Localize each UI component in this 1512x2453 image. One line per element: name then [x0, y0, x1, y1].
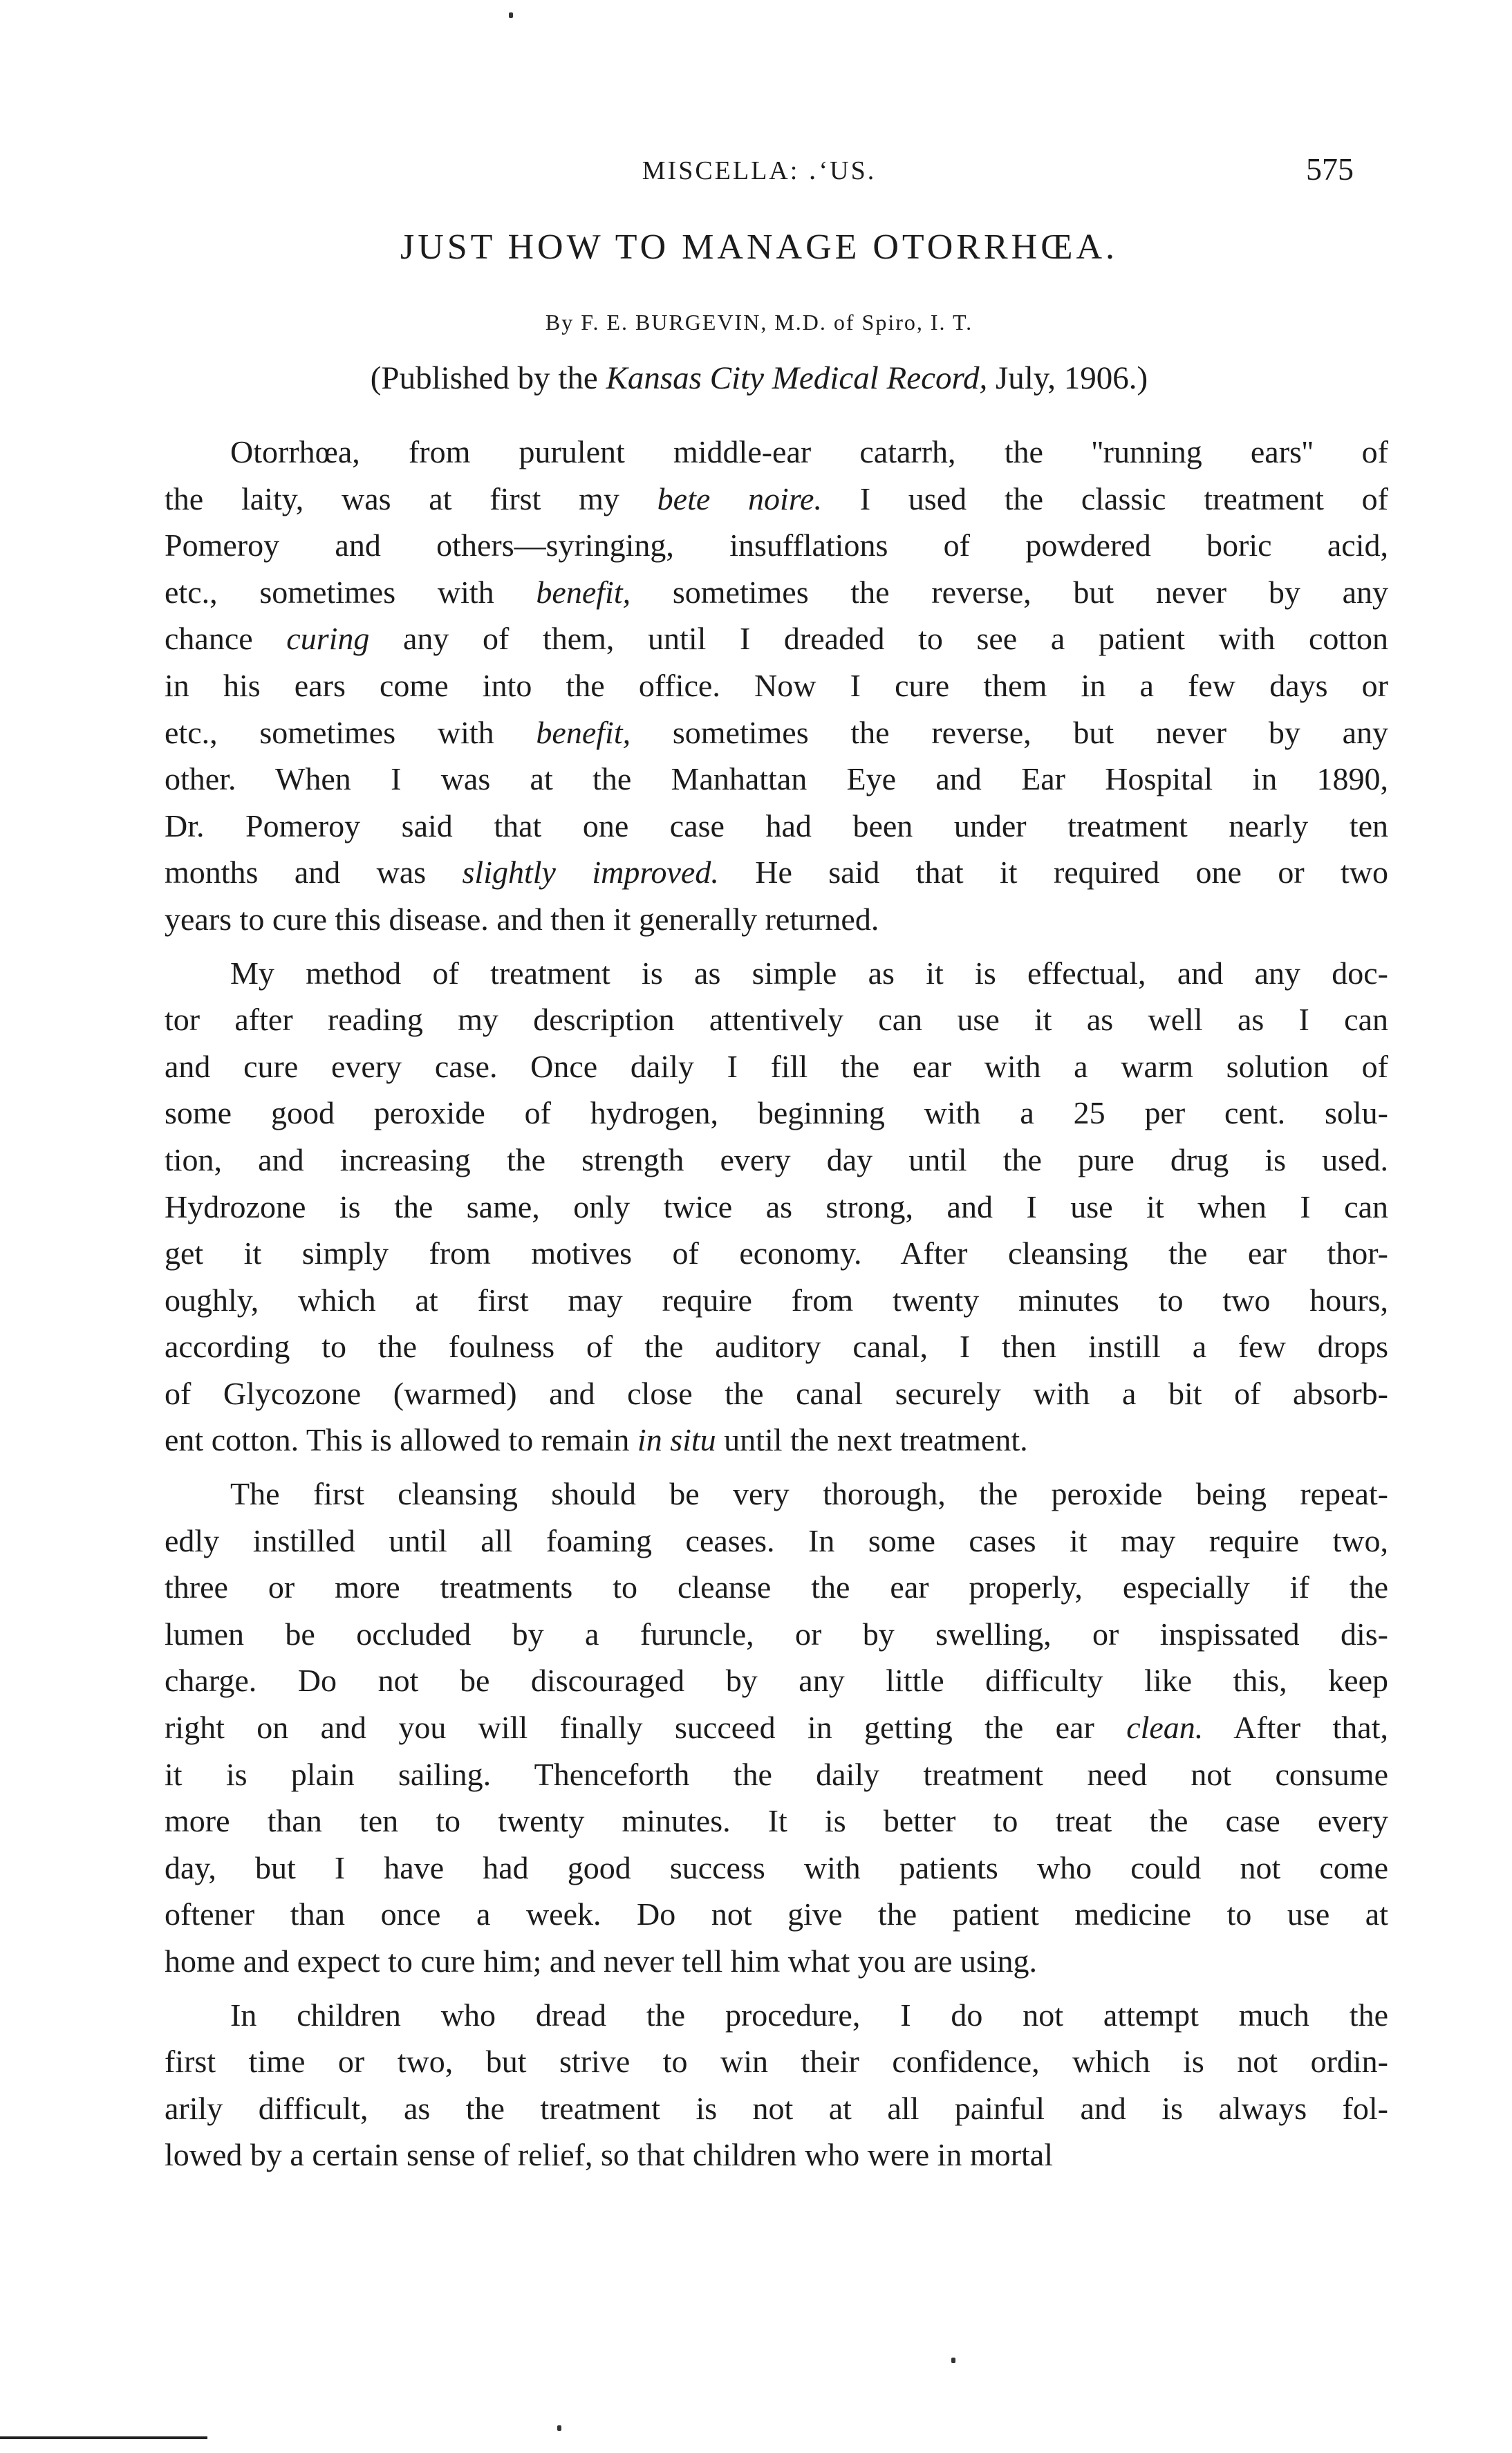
text-line — [165, 1043, 1388, 1090]
text-segment: in his ears come into the office. Now I cure them in a few days or — [165, 667, 1388, 703]
italic-segment: clean. — [1126, 1710, 1204, 1746]
running-head — [165, 151, 1354, 192]
text-segment: The first cleansing should be very thorough, the peroxide being repeat- — [230, 1476, 1388, 1512]
italic-segment: slightly improved. — [462, 855, 719, 890]
paragraph — [165, 429, 1388, 943]
text-segment: arily difficult, as the treatment is not at all painful and is always fol- — [165, 2090, 1388, 2126]
text-line — [165, 2132, 1388, 2179]
text-line — [165, 662, 1388, 709]
text-line — [165, 1230, 1388, 1277]
article-body — [165, 429, 1388, 2179]
paragraph — [165, 1471, 1388, 1985]
page-number: 575 — [1306, 151, 1354, 187]
text-segment: tion, and increasing the strength every day until the pure drug is used. — [165, 1141, 1388, 1177]
text-line — [165, 1611, 1388, 1658]
text-segment: according to the foulness of the auditory canal, I then instill a few drops — [165, 1329, 1388, 1365]
text-segment: oughly, which at first may require from twenty minutes to two hours, — [165, 1282, 1388, 1318]
speck-mark — [951, 2358, 955, 2363]
text-segment: some good peroxide of hydrogen, beginning with a 25 per cent. solu- — [165, 1095, 1388, 1131]
text-segment: tor after reading my description attentively can use it as well as I can — [165, 1002, 1388, 1038]
text-segment: until the next treatment. — [716, 1422, 1028, 1458]
text-segment: I used the classic treatment of — [821, 481, 1388, 516]
text-segment: Pomeroy and others—syringing, insufflations of powdered boric acid, — [165, 528, 1388, 563]
italic-segment: benefit, — [536, 574, 631, 610]
text-line — [165, 569, 1388, 616]
text-segment: home and expect to cure him; and never tell him what you are using. — [165, 1943, 1038, 1979]
text-line — [165, 1518, 1388, 1565]
text-line — [165, 849, 1388, 896]
text-segment: My method of treatment is as simple as it is effectual, and any doc- — [230, 955, 1388, 991]
text-segment: Dr. Pomeroy said that one case had been under treatment nearly ten — [165, 808, 1388, 843]
text-segment: lowed by a certain sense of relief, so that children who were in mortal — [165, 2137, 1053, 2173]
paragraph — [165, 950, 1388, 1464]
text-segment: day, but I have had good success with patients who could not come — [165, 1849, 1388, 1885]
text-segment: the laity, was at first my — [165, 481, 657, 516]
text-segment: months and was — [165, 855, 463, 890]
text-line — [165, 803, 1388, 850]
text-line — [165, 709, 1388, 756]
text-line — [165, 2085, 1388, 2132]
text-segment: charge. Do not be discouraged by any little difficulty like this, keep — [165, 1663, 1388, 1699]
text-segment: three or more treatments to cleanse the ear properly, especially if the — [165, 1569, 1388, 1605]
text-segment: In children who dread the procedure, I do not attempt much the — [230, 1997, 1388, 2033]
text-segment: of Glycozone (warmed) and close the canal securely with a bit of absorb- — [165, 1375, 1388, 1411]
text-line — [165, 615, 1388, 662]
publication-note-pre: (Published by the — [370, 360, 606, 396]
text-line — [165, 996, 1388, 1043]
text-line — [165, 1184, 1388, 1231]
text-line — [165, 1938, 1388, 1985]
text-segment: Hydrozone is the same, only twice as strong, and I use it when I can — [165, 1188, 1388, 1224]
text-line — [165, 1704, 1388, 1751]
italic-segment: in situ — [637, 1422, 716, 1458]
text-line — [165, 429, 1388, 476]
text-segment: it is plain sailing. Thenceforth the daily treatment need not consume — [165, 1756, 1388, 1792]
text-line — [165, 1090, 1388, 1137]
text-segment: lumen be occluded by a furuncle, or by swelling, or inspissated dis- — [165, 1616, 1388, 1652]
italic-segment: benefit, — [536, 714, 631, 750]
text-line — [165, 1992, 1388, 2039]
paragraph — [165, 1992, 1388, 2179]
publication-note — [165, 360, 1354, 397]
text-line — [165, 1277, 1388, 1324]
text-line — [165, 1137, 1388, 1184]
text-segment: right on and you will finally succeed in getting the ear — [165, 1710, 1127, 1746]
text-segment: years to cure this disease. and then it generally returned. — [165, 901, 879, 937]
text-segment: get it simply from motives of economy. After cleansing the ear thor- — [165, 1235, 1388, 1271]
text-line — [165, 1370, 1388, 1417]
text-line — [165, 1417, 1388, 1464]
text-line — [165, 896, 1388, 943]
text-segment: etc., sometimes with — [165, 714, 536, 750]
journal-name: Kansas City Medical Record, — [606, 360, 988, 396]
italic-segment: bete noire. — [657, 481, 822, 516]
running-title: MISCELLA: ․‘US. — [642, 156, 877, 185]
text-line — [165, 756, 1388, 803]
article-title: JUST HOW TO MANAGE OTORRHŒA. — [400, 227, 1119, 267]
text-line — [165, 1751, 1388, 1798]
text-line — [165, 950, 1388, 997]
text-segment: sometimes the reverse, but never by any — [631, 574, 1388, 610]
text-line — [165, 2038, 1388, 2085]
text-segment: more than ten to twenty minutes. It is better to treat the case every — [165, 1803, 1388, 1839]
text-segment: chance — [165, 621, 287, 657]
speck-mark — [509, 12, 513, 18]
text-segment: He said that it required one or two — [718, 855, 1388, 890]
text-segment: any of them, until I dreaded to see a patient with cotton — [369, 621, 1388, 657]
text-segment: and cure every case. Once daily I fill the ear with a warm solution of — [165, 1048, 1388, 1084]
text-segment: etc., sometimes with — [165, 574, 536, 610]
text-segment: other. When I was at the Manhattan Eye and Ear Hospital in 1890, — [165, 761, 1388, 797]
text-segment: After that, — [1203, 1710, 1388, 1746]
text-line — [165, 1798, 1388, 1845]
text-line — [165, 1891, 1388, 1938]
text-line — [165, 476, 1388, 523]
text-segment: first time or two, but strive to win their confidence, which is not ordin- — [165, 2044, 1388, 2080]
text-line — [165, 1471, 1388, 1518]
text-line — [165, 1657, 1388, 1704]
bottom-rule — [0, 2436, 207, 2439]
text-segment: oftener than once a week. Do not give the patient medicine to use at — [165, 1896, 1388, 1932]
text-line — [165, 1845, 1388, 1892]
article-byline: By F. E. BURGEVIN, M.D. of Spiro, I. T. — [545, 310, 973, 335]
speck-mark — [557, 2425, 561, 2431]
text-segment: edly instilled until all foaming ceases. In some cases it may require two, — [165, 1522, 1388, 1558]
text-line — [165, 1564, 1388, 1611]
text-line — [165, 1323, 1388, 1370]
publication-note-post: July, 1906.) — [987, 360, 1148, 396]
italic-segment: curing — [286, 621, 370, 657]
text-segment: ent cotton. This is allowed to remain — [165, 1422, 637, 1458]
text-segment: Otorrhœa, from purulent middle-ear catarrh, the ''running ears'' of — [230, 434, 1388, 469]
text-segment: sometimes the reverse, but never by any — [631, 714, 1388, 750]
text-line — [165, 522, 1388, 569]
